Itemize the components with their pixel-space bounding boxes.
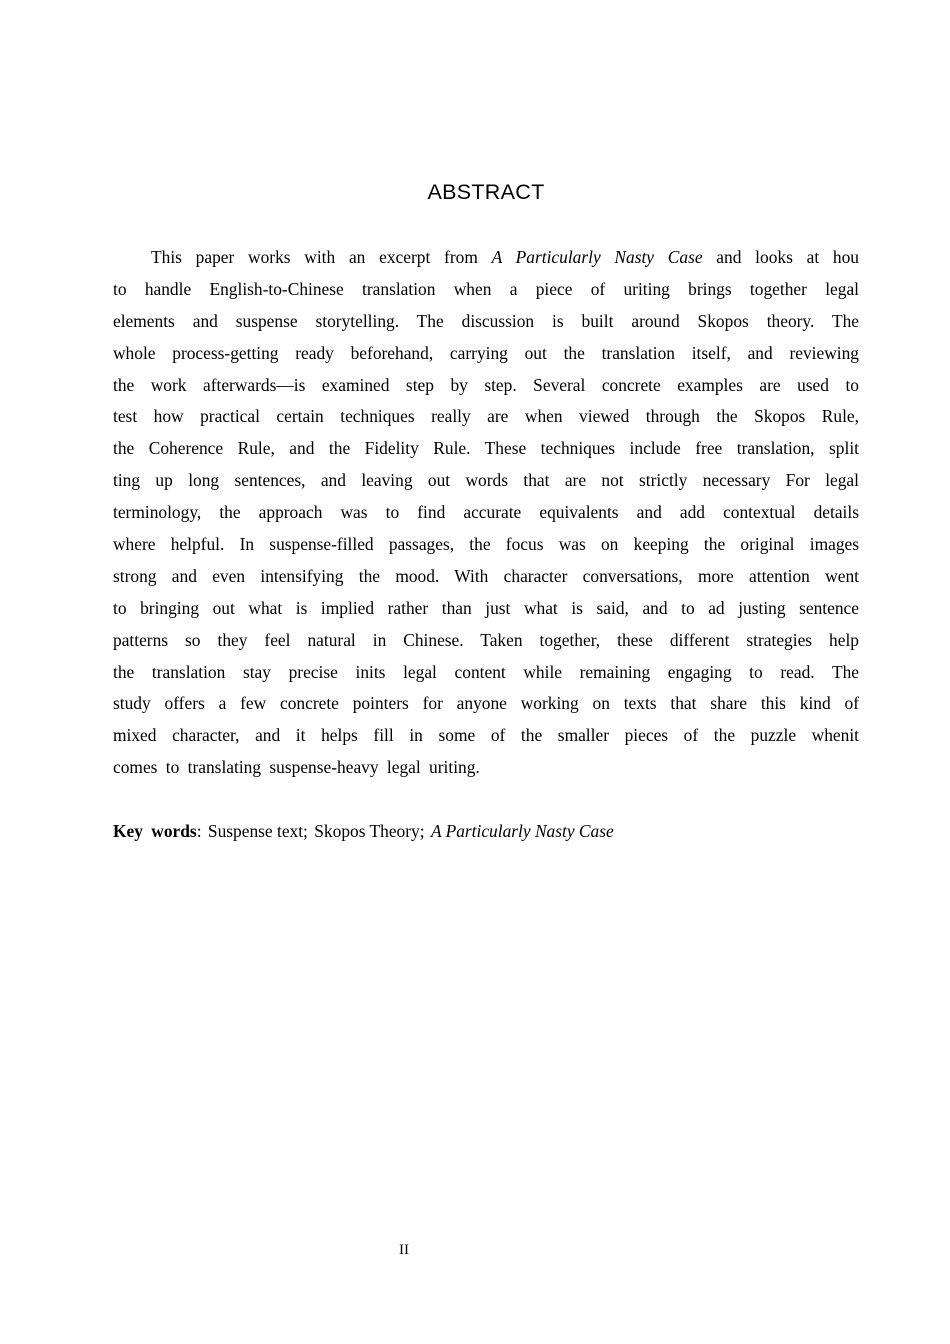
abstract-line <box>113 306 859 338</box>
abstract-italic-title: A Particularly Nasty Case <box>491 247 703 267</box>
abstract-line <box>113 529 859 561</box>
abstract-text: and looks at hou <box>702 247 859 267</box>
abstract-line <box>113 720 859 752</box>
abstract-text: strong and even intensifying the mood. With character conversations, more attention went <box>113 565 859 586</box>
abstract-body <box>113 242 859 784</box>
keyword-item: A Particularly Nasty Case <box>430 821 614 841</box>
page-number: II <box>399 1242 409 1258</box>
abstract-text: ting up long sentences, and leaving out words that are not strictly necessary For legal <box>113 470 859 491</box>
abstract-line <box>113 593 859 625</box>
abstract-line <box>113 497 859 529</box>
abstract-line <box>113 433 859 465</box>
abstract-text: the Coherence Rule, and the Fidelity Rule. These techniques include free translation, split <box>113 438 859 459</box>
abstract-line <box>113 401 859 433</box>
keyword-item: Skopos Theory; <box>314 821 425 841</box>
abstract-text: the translation stay precise inits legal content while remaining engaging to read. The <box>113 661 859 682</box>
abstract-text: to bringing out what is implied rather than just what is said, and to ad justing sentence <box>113 597 859 618</box>
keyword-item: Suspense text; <box>207 821 308 841</box>
keywords-list <box>206 821 614 841</box>
abstract-text: to handle English-to-Chinese translation when a piece of uriting brings together legal <box>113 278 859 299</box>
abstract-line <box>113 752 859 784</box>
abstract-text: This paper works with an excerpt from <box>151 247 492 267</box>
keywords-label: Key words <box>113 821 197 841</box>
abstract-line <box>113 338 859 370</box>
keywords-line <box>113 817 859 845</box>
abstract-line <box>113 465 859 497</box>
abstract-title: ABSTRACT <box>427 180 545 204</box>
abstract-line <box>113 625 859 657</box>
abstract-text: the work afterwards—is examined step by step. Several concrete examples are used to <box>113 374 859 395</box>
abstract-line <box>113 561 859 593</box>
abstract-line <box>113 370 859 402</box>
abstract-text: patterns so they feel natural in Chinese. Taken together, these different strategies help <box>113 629 859 650</box>
abstract-line <box>113 242 859 274</box>
abstract-text: mixed character, and it helps fill in some of the smaller pieces of the puzzle whenit <box>113 725 859 746</box>
abstract-text: elements and suspense storytelling. The discussion is built around Skopos theory. The <box>113 310 859 331</box>
abstract-text: where helpful. In suspense-filled passages, the focus was on keeping the original images <box>113 534 859 555</box>
abstract-line <box>113 688 859 720</box>
abstract-text: whole process-getting ready beforehand, carrying out the translation itself, and reviewing <box>113 342 859 363</box>
keywords-separator: : <box>196 821 202 841</box>
abstract-line <box>113 657 859 689</box>
abstract-text: terminology, the approach was to find accurate equivalents and add contextual details <box>113 502 859 523</box>
abstract-text: study offers a few concrete pointers for anyone working on texts that share this kind of <box>113 693 859 714</box>
abstract-text: test how practical certain techniques really are when viewed through the Skopos Rule, <box>113 406 859 427</box>
abstract-line <box>113 274 859 306</box>
abstract-text: comes to translating suspense-heavy legal uriting. <box>113 757 480 778</box>
